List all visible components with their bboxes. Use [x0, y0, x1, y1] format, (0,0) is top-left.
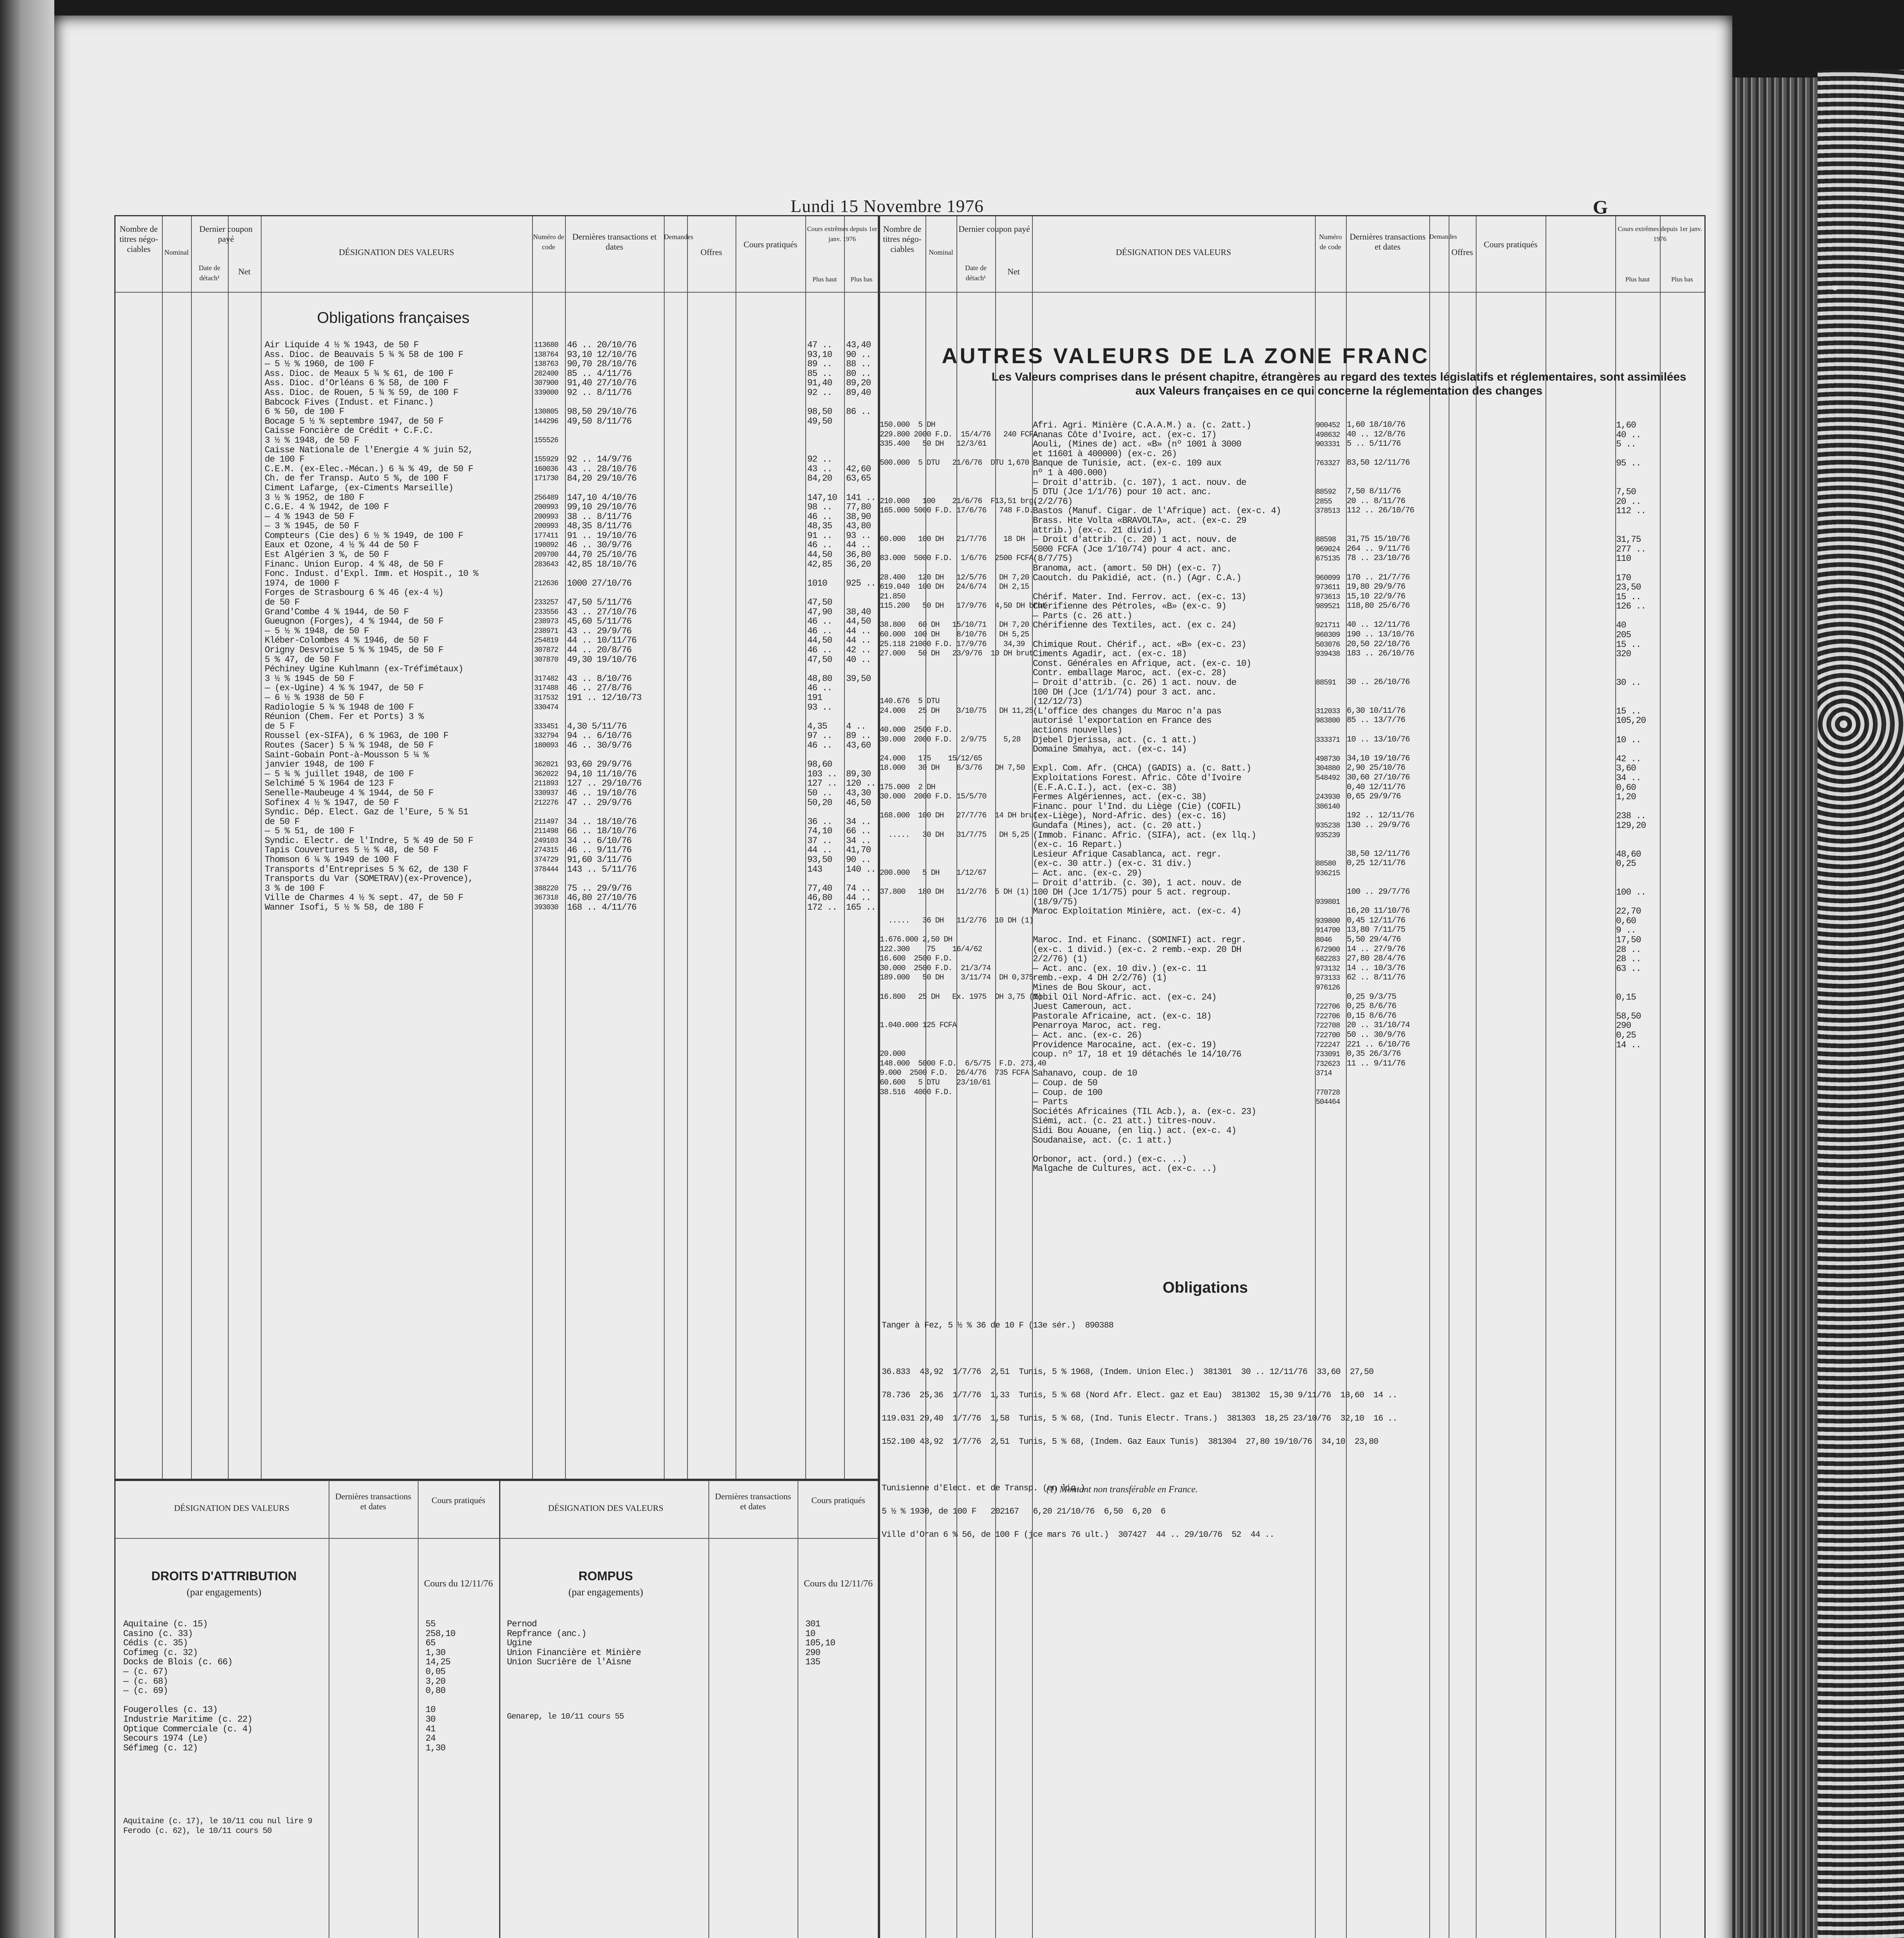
left-transactions: 46 .. 20/10/76 93,10 12/10/76 90,70 28/10/76 85 .. 4/11/76 91,40 27/10/76 92 .. 8/11/76 98,50 29/10/76 49,50 8/11/76 92 .. 14/9/76 43 .. 28/10/76 84,20 29/10/76 147,10 4/10/76 99,10 29/10/76 38 .. 8/11/76 48,35 8/11/76 91 .. 19/10/76 46 .. 30/9/76 44,70 25/10/76 42,85 18/10/76 1000 27/10/76 47,50 5/11/76 43 .. 27/10/76 45,60 5/11/76 43 .. 29/9/76 44 .. 10/11/76 44 .. 20/8/76 49,30 19/10/76 43 .. 8/10/76 46 .. 27/8/76 191 .. 12/10/73 4,30 5/11/76 94 .. 6/10/76 46 .. 30/9/76 93,60 29/9/76 94,10 11/10/76 127 .. 29/10/76 46 .. 19/10/76 47 .. 29/9/76 34 .. 18/10/76 66 .. 18/10/76 34 .. 6/10/76 46 .. 9/11/76 91,60 3/11/76 143 .. 5/11/76 75 .. 29/9/76 46,80 27/10/76 168 .. 4/11/76 [567, 340, 642, 913]
facing-page-edge [0, 0, 54, 1938]
ledger-page [54, 16, 1732, 1938]
col-coupon: Dernier coupon payé [199, 224, 253, 244]
left-cours-extremes: 47 .. 93,10 89 .. 85 .. 91,40 92 .. 98,50 49,50 92 .. 43 .. 84,20 147,10 98 .. 46 .. 48,35 91 .. 46 .. 44,50 42,85 1010 47,50 47,90 46 .. 46 .. 44,50 46 .. 47,50 48,80 46 .. 191 93 .. 4,35 97 .. 46 .. 98,60 103 .. 127 .. 50 .. 50,20 36 .. 74,10 37 .. 44 .. 93,50 143 77,40 46,80 172 .. [807, 340, 837, 913]
col-plus-haut: Plus haut [812, 276, 837, 283]
br-head-trans: Dernières transactions et dates [715, 1491, 791, 1511]
right-obligations-rows: Tanger à Fez, 5 ½ % 36 de 10 F (13e sér.) 890388 36.833 43,92 1/7/76 2,51 Tunis, 5 % 1968, (Indem. Union Elec.) 381301 30 .. 12/11/76 33,60 27,50 78.736 25,36 1/7/76 1,33 Tunis, 5 % 68 (Nord Afr. Elect. gaz et Eau) 381302 15,30 9/11/76 18,60 14 .. 119.031 29,40 1/7/76 1,58 Tunis, 5 % 68, (Ind. Tunis Electr. Trans.) 381303 18,25 23/10/76 32,10 16 .. 152.100 43,92 1/7/76 2,51 Tunis, 5 % 68, (Indem. Gaz Eaux Tunis) 381304 27,80 19/10/76 34,10 23,80 Tunisienne d'Elect. et de Transp. (en liq.) 5 ½ % 1930, de 100 F 202167 6,20 21/10/76 6,50 6,20 6 Ville d'Oran 6 % 56, de 100 F (jce mars 76 ult.) 307427 44 .. 29/10/76 52 44 .. [882, 1321, 1397, 1540]
rcol-offres: Offres [1451, 247, 1473, 257]
rcol-nombre: Nombre de titres négo-ciables [883, 224, 922, 254]
right-coupon-columns: 150.000 5 DH 229.800 2000 F.D. 15/4/76 240 FCFA 335.400 50 DH 12/3/61 500.000 5 DTU 21/6/76 DTU 1,670 210.000 100 21/6/76 F13,51 brg. 165.000 5000 F.D. 17/6/76 748 F.D. 60.000 100 DH 21/7/76 18 DH 83.000 5000 F.D. 1/6/76 2500 FCFA 28.400 120 DH 12/5/76 DH 7,20 619.040 100 DH 24/6/74 DH 2,15 21.850 115.200 50 DH 17/9/76 4,50 DH brut 38.800 60 DH 15/10/71 DH 7,20 60.000 100 DH 8/10/76 DH 5,25 25.118 21000 F.D. 17/9/76 34,39 27.000 50 DH 23/9/76 10 DH brut 140.676 5 DTU 24.000 25 DH 3/10/75 DH 11,25 40.000 2500 F.D. 30.000 2000 F.D. 2/9/75 5,28 24.000 175 15/12/65 18.000 30 DH 8/3/76 DH 7,50 175.000 2 DH 30.000 2000 F.D. 15/5/70 168.000 100 DH 27/7/76 14 DH brut ..... 30 DH 31/7/75 DH 5,25 200.000 5 DH 1/12/67 37.800 180 DH 11/2/76 5 DH (1) ..... 36 DH 11/2/76 10 DH (1) 1.676.000 2,50 DH 122.300 75 16/4/62 16.600 2500 F.D. 30.000 2500 F.D. 21/3/74 189.000 50 DH 3/11/74 DH 0,375 16.800 25 DH Ex. 1975 DH 3,75 (1) 1.040.000 125 FCFA 20.000 148.000 5000 F.D. 6/5/75 F.D. 273,40 9.000 2500 F.D. 26/4/76 735 FCFA 60.600 5 DTU 23/10/61 38.516 4000 F.D. [880, 421, 1046, 1097]
right-cours-extremes: 1,60 40 .. 5 .. 95 .. 7,50 20 .. 112 .. 31,75 277 .. 110 170 23,50 15 .. 126 .. 40 205 15 .. 320 30 .. 15 .. 105,20 10 .. 42 .. 3,60 34 .. 0,60 1,20 238 .. 129,20 48,60 0,25 100 .. 22,70 0,60 9 .. 17,50 28 .. 28 .. 63 .. 0,15 58,50 290 0,25 14 .. [1616, 420, 1646, 1050]
rcol-plus-bas: Plus bas [1671, 276, 1693, 283]
droits-cours-du: Cours du 12/11/76 [424, 1579, 493, 1589]
rcol-transactions: Dernières transactions et dates [1349, 232, 1426, 252]
col-demandes: Demandes [664, 233, 693, 241]
droits-rows: Aquitaine (c. 15) Casino (c. 33) Cédis (c. 35) Cofimeg (c. 32) Docks de Blois (c. 66) — (c. 67) — (c. 68) — (c. 69) Fougerolles (c. 13) Industrie Maritime (c. 22) Optique Commerciale (c. 4) Secours 1974 (Le) Séfimeg (c. 12) [123, 1619, 252, 1753]
droits-note: Aquitaine (c. 17), le 10/11 cou nul lire 9 Ferodo (c. 62), le 10/11 cours 50 [123, 1817, 312, 1836]
right-designations: Afri. Agri. Minière (C.A.A.M.) a. (c. 2att.) Ananas Côte d'Ivoire, act. (ex-c. 17) Aouli, (Mines de) act. «B» (nº 1001 à 3000 et 11601 à 400000) (ex-c. 26) Banque de Tunisie, act. (ex-c. 109 aux nº 1 à 400.000) — Droit d'attrib. (c. 107), 1 act. nouv. de 5 DTU (Jce 1/1/76) pour 10 act. anc. (2/2/76) Bastos (Manuf. Cigar. de l'Afrique) act. (ex-c. 4) Brass. Hte Volta «BRAVOLTA», act. (ex-c. 29 attrib.) (ex-c. 21 divid.) — Droit d'attrib. (c. 20) 1 act. nouv. de 5000 FCFA (Jce 1/10/74) pour 4 act. anc. (8/7/75) Branoma, act. (amort. 50 DH) (ex-c. 7) Caoutch. du Pakidié, act. (n.) (Agr. C.A.) Chérif. Mater. Ind. Ferrov. act. (ex-c. 13) Chérifienne des Pétroles, «B» (ex-c. 9) — Parts (c. 26 att.) Chérifienne des Textiles, act. (ex c. 24) Chimique Rout. Chérif., act. «B» (ex-c. 23) Ciments Agadir, act. (ex-c. 18) Const. Générales en Afrique, act. (ex-c. 10) Contr. emballage Maroc, act. (ex-c. 28) — Droit d'attrib. (c. 26) 1 act. nouv. de 100 DH (Jce (1/1/74) pour 3 act. anc. (12/12/73) (L'office des changes du Maroc n'a pas autorisé l'exportation en France des actions nouvelles) Djebel Djerissa, act. (c. 1 att.) Domaine Smahya, act. (ex-c. 14) Expl. Com. Afr. (CHCA) (GADIS) a. (c. 8att.) Exploitations Forest. Afric. Côte d'Ivoire (E.F.A.C.I.), act. (ex-c. 38) Fermes Algériennes, act. (ex-c. 38) Financ. pour l'Ind. du Liège (Cie) (COFIL) (ex-Liège), Nord-Afric. des) (ex-c. 16) Gundafa (Mines), act. (c. 20 att.) (Immob. Financ. Afric. (SIFA), act. (ex llq.) (ex-c. 16 Repart.) Lesieur Afrique Casablanca, act. regr. (ex-c. 30 attr.) (ex-c. 31 div.) — Act. anc. (ex-c. 29) — Droit d'attrib. (c. 30), 1 act. nouv. de 100 DH (Jce 1/1/75) pour 5 act. regroup. (18/9/75) Maroc Exploitation Minière, act. (ex-c. 4) Maroc. Ind. et Financ. (SOMINFI) act. regr. (ex-c. 1 divid.) (ex-c. 2 remb.-exp. 20 DH 2/2/76) (1) — Act. anc. (ex. 10 div.) (ex-c. 11 remb.-exp. 4 DH 2/2/76) (1) Mines de Bou Skour, act. Mobil Oil Nord-Afric. act. (ex-c. 24) Juest Cameroun, act. Pastorale Africaine, act. (ex-c. 18) Penarroya Maroc, act. reg. — Act. anc. (ex-c. 26) Providence Marocaine, act. (ex-c. 19) coup. nº 17, 18 et 19 détachés le 14/10/76 Sahanavo, coup. de 10 — Coup. de 50 — Coup. de 100 — Parts Sociétés Africaines (TIL Acb.), a. (ex-c. 23) Siémi, act. (c. 21 att.) titres-nouv. Sidi Bou Aouane, (en liq.) act. (ex-c. 4) Soudanaise, act. (c. 1 att.) Orbonor, act. (ord.) (ex-c. ..) Malgache de Cultures, act. (ex-c. ..) [1033, 420, 1281, 1174]
col-extremes: Cours extrêmes depuis 1er janv. 1976 [807, 225, 877, 243]
rcol-date-detach: Date de détach¹ [965, 264, 987, 282]
col-plus-bas: Plus bas [850, 276, 873, 283]
rcol-coupon: Dernier coupon payé [958, 224, 1030, 234]
col-designation: DÉSIGNATION DES VALEURS [339, 247, 454, 257]
rompus-note: Genarep, le 10/11 cours 55 [507, 1712, 624, 1721]
right-transactions: 1,60 18/10/76 40 .. 12/8/76 5 .. 5/11/76 83,50 12/11/76 7,50 8/11/76 20 .. 8/11/76 112 .. 26/10/76 31,75 15/10/76 264 .. 9/11/76 78 .. 23/10/76 170 .. 21/7/76 19,80 29/9/76 15,10 22/9/76 118,80 25/6/76 40 .. 12/11/76 190 .. 13/10/76 20,50 22/10/76 183 .. 26/10/76 30 .. 26/10/76 6,30 10/11/76 85 .. 13/7/76 10 .. 13/10/76 34,10 19/10/76 2,90 25/10/76 30,60 27/10/76 0,40 12/11/76 0,65 29/9/76 192 .. 12/11/76 130 .. 29/9/76 38,50 12/11/76 0,25 12/11/76 100 .. 29/7/76 16,20 11/10/76 0,45 12/11/76 13,80 7/11/75 5,50 29/4/76 14 .. 27/9/76 27,80 28/4/76 14 .. 10/3/76 62 .. 8/11/76 0,25 9/3/75 0,25 8/6/76 0,15 8/6/76 20 .. 31/10/74 50 .. 30/9/76 221 .. 6/10/76 0,35 26/3/76 11 .. 9/11/76 [1347, 421, 1415, 1068]
right-codes: 900452 498632 903331 763327 88592 2855 378513 88598 969024 675135 960099 973611 973613 989521 921711 960309 503076 939438 88591 312033 983800 333371 498730 304880 548492 243930 386140 935238 935239 88580 936215 939801 939800 914700 8046 672900 682283 973132 973133 976126 722706 722706 722708 722700 722247 733091 732623 3714 770728 504464 [1316, 421, 1340, 1107]
rompus-title: ROMPUS [578, 1569, 633, 1583]
br-head-cours: Cours pratiqués [811, 1495, 865, 1505]
rcol-code: Numéro de code [1319, 233, 1342, 251]
left-plus-bas: 43,40 90 .. 88 .. 80 .. 89,20 89,40 86 .. 42,60 63,65 141 .. 77,80 38,90 43,80 93 .. 44 .. 36,80 36,20 925 .. 38,40 44,50 44 .. 44 .. 42 .. 40 .. 39,50 4 .. 89 .. 43,60 89,30 120 .. 43,30 46,50 34 .. 66 .. 34 .. 41,70 90 .. 140 .. 74 .. 44 .. 165 .. [846, 340, 876, 913]
bl-head-designation: DÉSIGNATION DES VALEURS [174, 1503, 289, 1513]
rompus-rows: Pernod Repfrance (anc.) Ugine Union Financière et Minière Union Sucrière de l'Aisne [507, 1619, 641, 1667]
rcol-nominal: Nominal [929, 248, 953, 256]
page-letter: G [1593, 196, 1608, 218]
col-date-detach: Date de détach¹ [198, 264, 221, 282]
droits-values: 55 258,10 65 1,30 14,25 0,05 3,20 0,80 10 30 41 24 1,30 [426, 1619, 455, 1753]
bl-head-trans: Dernières transactions et dates [335, 1491, 412, 1511]
page-date: Lundi 15 Novembre 1976 [791, 196, 984, 216]
col-net: Net [238, 267, 251, 276]
rcol-plus-haut: Plus haut [1625, 276, 1650, 283]
rompus-values: 301 10 105,10 290 135 [805, 1619, 835, 1667]
col-transactions: Dernières transactions et dates [572, 232, 657, 252]
rcol-cours: Cours pratiqués [1484, 240, 1538, 249]
rcol-designation: DÉSIGNATION DES VALEURS [1116, 247, 1231, 257]
right-footnote: (1) Montant non transférable en France. [1046, 1485, 1198, 1495]
br-head-designation: DÉSIGNATION DES VALEURS [548, 1503, 663, 1513]
rcol-net: Net [1007, 267, 1020, 276]
zone-franc-subtitle: Les Valeurs comprises dans le présent chapitre, étrangères au regard des textes législatifs et réglementaires, sont assimilées aux Valeurs françaises en ce qui concerne la réglementation des changes [991, 371, 1687, 397]
rcol-demandes: Demandes [1429, 233, 1457, 240]
bl-head-cours: Cours pratiqués [431, 1495, 486, 1505]
rompus-cours-du: Cours du 12/11/76 [804, 1579, 873, 1589]
marbled-book-edge [1818, 70, 1904, 1938]
zone-franc-title: AUTRES VALEURS DE LA ZONE FRANC [942, 343, 1430, 368]
col-nominal: Nominal [164, 248, 189, 256]
left-table [114, 215, 880, 1481]
rcol-extremes: Cours extrêmes depuis 1er janv. 1976 [1618, 225, 1702, 243]
rompus-sub: (par engagements) [568, 1586, 643, 1598]
section-obligations: Obligations [1163, 1279, 1248, 1296]
section-obligations-francaises: Obligations françaises [317, 309, 470, 326]
col-code: Numéro de code [533, 233, 564, 251]
col-offres: Offres [700, 247, 722, 257]
left-designations: Air Liquide 4 ½ % 1943, de 50 F Ass. Dioc. de Beauvais 5 ¾ % 58 de 100 F — 5 ½ % 1960, de 100 F Ass. Dioc. de Meaux 5 ¾ % 61, de 100 F Ass. Dioc. d'Orléans 6 % 58, de 100 F Ass. Dioc. de Rouen, 5 ¾ % 59, de 100 F Babcock Fives (Indust. et Financ.) 6 % 50, de 100 F Bocage 5 ½ % septembre 1947, de 50 F Caisse Foncière de Crédit + C.F.C. 3 ½ % 1948, de 50 F Caisse Nationale de l'Energie 4 % juin 52, de 100 F C.E.M. (ex-Elec.-Mécan.) 6 ¾ % 49, de 50 F Ch. de fer Transp. Auto 5 %, de 100 F Ciment Lafarge, (ex-Ciments Marseille) 3 ½ % 1952, de 180 F C.G.E. 4 % 1942, de 100 F — 4 % 1943 de 50 F — 3 % 1945, de 50 F Compteurs (Cie des) 6 ½ % 1949, de 100 F Eaux et Ozone, 4 ½ % 44 de 50 F Est Algérien 3 %, de 50 F Financ. Union Europ. 4 % 48, de 50 F Fonc. Indust. d'Expl. Imm. et Hospit., 10 % 1974, de 1000 F Forges de Strasbourg 6 % 46 (ex-4 ½) de 50 F Grand'Combe 4 % 1944, de 50 F Gueugnon (Forges), 4 % 1944, de 50 F — 5 ½ % 1948, de 50 F Kléber-Colombes 4 % 1946, de 50 F Origny Desvroise 5 % % 1945, de 50 F 5 % 47, de 50 F Péchiney Ugine Kuhlmann (ex-Tréfimétaux) 3 ½ % 1945 de 50 F — (ex-Ugine) 4 % % 1947, de 50 F — 6 ½ % 1938 de 50 F Radiologie 5 ¾ % 1948 de 100 F Réunion (Chem. Fer et Ports) 3 % de 5 F Roussel (ex-SIFA), 6 % 1963, de 100 F Routes (Sacer) 5 ¾ % 1948, de 50 F Saint-Gobain Pont-à-Mousson 5 ¼ % janvier 1948, de 100 F — 5 ¾ % juillet 1948, de 100 F Selchimé 5 % 1964 de 123 F Senelle-Maubeuge 4 % 1944, de 50 F Sofinex 4 ½ % 1947, de 50 F Syndic. Dép. Elect. Gaz de l'Eure, 5 % 51 de 50 F — 5 % 51, de 100 F Syndic. Electr. de l'Indre, 5 % 49 de 50 F Tapis Couvertures 5 ½ % 48, de 50 F Thomson 6 ¼ % 1949 de 100 F Transports d'Entreprises 5 % 62, de 130 F Transports du Var (SOMETRAV)(ex-Provence), 3 % de 100 F Ville de Charmes 4 ½ % sept. 47, de 50 F Wanner Isofi, 5 ½ % 58, de 180 F [265, 340, 478, 913]
col-cours: Cours pratiqués [743, 240, 798, 249]
bottom-left-block [114, 1479, 880, 1938]
droits-attribution-title: DROITS D'ATTRIBUTION [151, 1569, 297, 1583]
col-nombre: Nombre de titres négo-ciables [119, 224, 158, 254]
droits-attribution-sub: (par engagements) [186, 1586, 262, 1598]
left-codes: 113680 138764 138763 282400 307900 339000 130805 144296 155526 155929 160036 171730 256489 200993 200993 200993 177411 198092 209700 283643 212636 233257 233556 238973 238971 254819 307872 307870 317482 317488 317532 330474 333451 332794 180093 362021 362022 211893 330937 212276 211497 211498 249103 274315 374729 378444 388220 367318 393030 [534, 341, 558, 912]
